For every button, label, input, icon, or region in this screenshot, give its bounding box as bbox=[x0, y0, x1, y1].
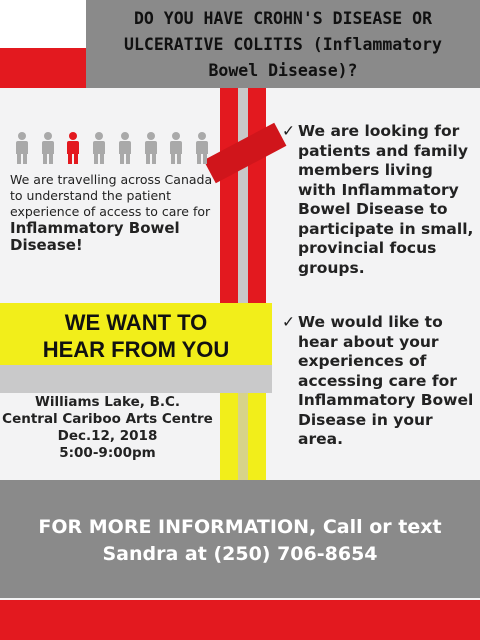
bullet-item bbox=[284, 122, 474, 278]
people-icon-row bbox=[14, 132, 210, 164]
awareness-ribbon-red-right bbox=[248, 88, 266, 326]
page-title bbox=[86, 0, 480, 88]
cta-line-2: HEAR FROM YOU bbox=[42, 337, 230, 362]
intro-emphasis: Inflammatory Bowel Disease! bbox=[10, 219, 180, 254]
title-line-3: Bowel Disease)? bbox=[208, 61, 358, 80]
check-icon: ✓ bbox=[282, 122, 295, 140]
person-icon bbox=[143, 132, 159, 164]
corner-red-band bbox=[0, 48, 88, 88]
title-line-1: DO YOU HAVE CROHN'S DISEASE OR bbox=[133, 9, 432, 28]
contact-line-1: FOR MORE INFORMATION, Call or text bbox=[38, 516, 442, 538]
cta-line-1: WE WANT TO bbox=[64, 310, 208, 335]
contact-info-bar bbox=[0, 480, 480, 598]
footer-red-band bbox=[0, 600, 480, 640]
event-details bbox=[0, 394, 215, 462]
corner-white-block bbox=[0, 0, 88, 48]
person-icon bbox=[14, 132, 30, 164]
cta-banner bbox=[0, 303, 272, 365]
awareness-ribbon-shadow bbox=[238, 88, 248, 326]
title-line-2: ULCERATIVE COLITIS (Inflammatory bbox=[124, 35, 442, 54]
intro-text bbox=[10, 172, 215, 254]
event-location: Williams Lake, B.C. bbox=[34, 394, 181, 410]
person-icon bbox=[117, 132, 133, 164]
person-icon bbox=[168, 132, 184, 164]
intro-body: We are travelling across Canada to understand the patient experience of access to care for bbox=[10, 172, 213, 219]
bullet-item bbox=[284, 313, 474, 450]
event-venue: Central Cariboo Arts Centre bbox=[2, 411, 213, 427]
person-icon bbox=[40, 132, 56, 164]
event-time: 5:00-9:00pm bbox=[59, 445, 156, 461]
check-icon: ✓ bbox=[282, 313, 295, 331]
cta-banner-shadow bbox=[0, 365, 272, 393]
event-date: Dec.12, 2018 bbox=[57, 428, 158, 444]
bullet-text: We would like to hear about your experiences of accessing care for Inflammatory Bowel Disease in your area. bbox=[298, 313, 474, 448]
person-icon bbox=[194, 132, 210, 164]
contact-line-2: Sandra at (250) 706-8654 bbox=[102, 543, 378, 565]
person-icon bbox=[91, 132, 107, 164]
bullet-text: We are looking for patients and family members living with Inflammatory Bowel Disease to participate in small, provincial focus groups. bbox=[298, 122, 474, 277]
awareness-ribbon-red-left bbox=[220, 88, 238, 326]
person-icon bbox=[65, 132, 81, 164]
